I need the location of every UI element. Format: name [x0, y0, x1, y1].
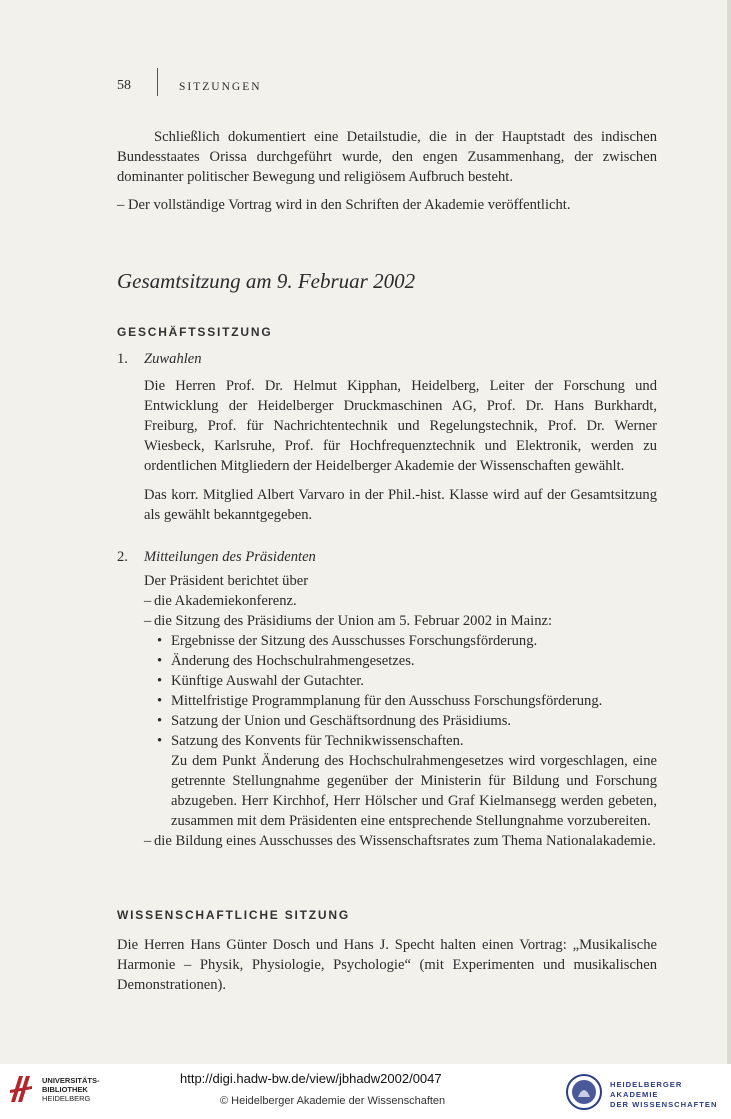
bullet-item: • Ergebnisse der Sitzung des Ausschusses Forschungsförderung.: [117, 631, 657, 651]
section-heading-scientific: WISSENSCHAFTLICHE SITZUNG: [117, 908, 350, 922]
permalink[interactable]: http://digi.hadw-bw.de/view/jbhadw2002/0047: [180, 1071, 442, 1086]
academy-name-line: HEIDELBERGER AKADEMIE: [610, 1080, 683, 1099]
dash-item: – die Akademiekonferenz.: [117, 591, 657, 611]
bullet-item: • Künftige Auswahl der Gutachter.: [117, 671, 657, 691]
academy-name: [610, 1080, 731, 1110]
section-heading-business: GESCHÄFTSSITZUNG: [117, 325, 273, 339]
bullet-item: • Satzung des Konvents für Technikwissenschaften.: [117, 731, 657, 751]
lecture-paragraph: Die Herren Hans Günter Dosch und Hans J. Specht halten einen Vortrag: „Musikalische Harmonie – Physik, Physiologie, Psychologie“ (mit Experimenten und musikalischen Demonstrationen).: [117, 937, 657, 993]
dash-item: – die Bildung eines Ausschusses des Wissenschaftsrates zum Thema Nationalakademie.: [117, 831, 657, 851]
bullet-item: • Mittelfristige Programmplanung für den Ausschuss Forschungsförderung.: [117, 691, 657, 711]
library-name-line: UNIVERSITÄTS-: [42, 1076, 100, 1085]
library-name: [42, 1076, 100, 1103]
scientific-section: [117, 935, 657, 995]
intro-paragraph: Schließlich dokumentiert eine Detailstudie, die in der Hauptstadt des indischen Bundesstaates Orissa durchgeführt wurde, den engen Zusammenhang, der zwischen dominanter politischer Bewegung und religiösem Aufbruch besteht.: [117, 129, 657, 185]
intro-block: [117, 127, 657, 215]
intro-note: – Der vollständige Vortrag wird in den Schriften der Akademie veröffentlicht.: [117, 197, 571, 213]
item-number-1: 1.: [117, 351, 128, 367]
corresponding-member-paragraph: Das korr. Mitglied Albert Varvaro in der Phil.-hist. Klasse wird auf der Gesamtsitzung als gewählt bekanntgegeben.: [144, 487, 657, 523]
item-title-president: Mitteilungen des Präsidenten: [144, 549, 316, 565]
bullet-item: • Satzung der Union und Geschäftsordnung des Präsidiums.: [117, 711, 657, 731]
continuation-paragraph: Zu dem Punkt Änderung des Hochschulrahmengesetzes wird vorgeschlagen, eine getrennte Stellungnahme gegenüber der Ministerin für Bildung und Forschung abzugeben. Herr Kirchhof, Herr Hölscher und Graf Kielmansegg werden gebeten, zusammen mit dem Präsidenten eine entsprechende Stellungnahme vorzubereiten.: [171, 753, 657, 829]
page-edge: [727, 0, 731, 1064]
academy-seal-icon: [565, 1073, 603, 1111]
bullet-item: • Änderung des Hochschulrahmengesetzes.: [117, 651, 657, 671]
elections-paragraph: Die Herren Prof. Dr. Helmut Kipphan, Heidelberg, Leiter der Forschung und Entwicklung der Heidelberger Druckmaschinen AG, Prof. Dr. Hans Burkhardt, Freiburg, Prof. für Nachrichtentechnik und Regelungstechnik, Prof. Dr. Werner Wiesbeck, Karlsruhe, Prof. für Hochfrequenztechnik und Elektronik, werden zu ordentlichen Mitgliedern der Heidelberger Akademie der Wissenschaften gewählt.: [144, 378, 657, 474]
header-divider: [157, 68, 158, 96]
viewer-footer: [0, 1064, 731, 1119]
academy-name-line: DER WISSENSCHAFTEN: [610, 1100, 718, 1109]
library-logo-icon: [8, 1072, 34, 1106]
item-title-elections: Zuwahlen: [144, 351, 202, 367]
item-number-2: 2.: [117, 549, 128, 565]
session-title: Gesamtsitzung am 9. Februar 2002: [117, 269, 416, 293]
copyright-notice: © Heidelberger Akademie der Wissenschaften: [220, 1095, 446, 1107]
library-name-line: BIBLIOTHEK: [42, 1085, 88, 1094]
page-number: 58: [117, 78, 131, 93]
business-section: [117, 349, 657, 851]
library-name-line: HEIDELBERG: [42, 1094, 91, 1103]
president-intro: Der Präsident berichtet über: [144, 573, 309, 589]
dash-item: – die Sitzung des Präsidiums der Union am 5. Februar 2002 in Mainz:: [117, 611, 657, 631]
running-title: SITZUNGEN: [179, 81, 262, 93]
